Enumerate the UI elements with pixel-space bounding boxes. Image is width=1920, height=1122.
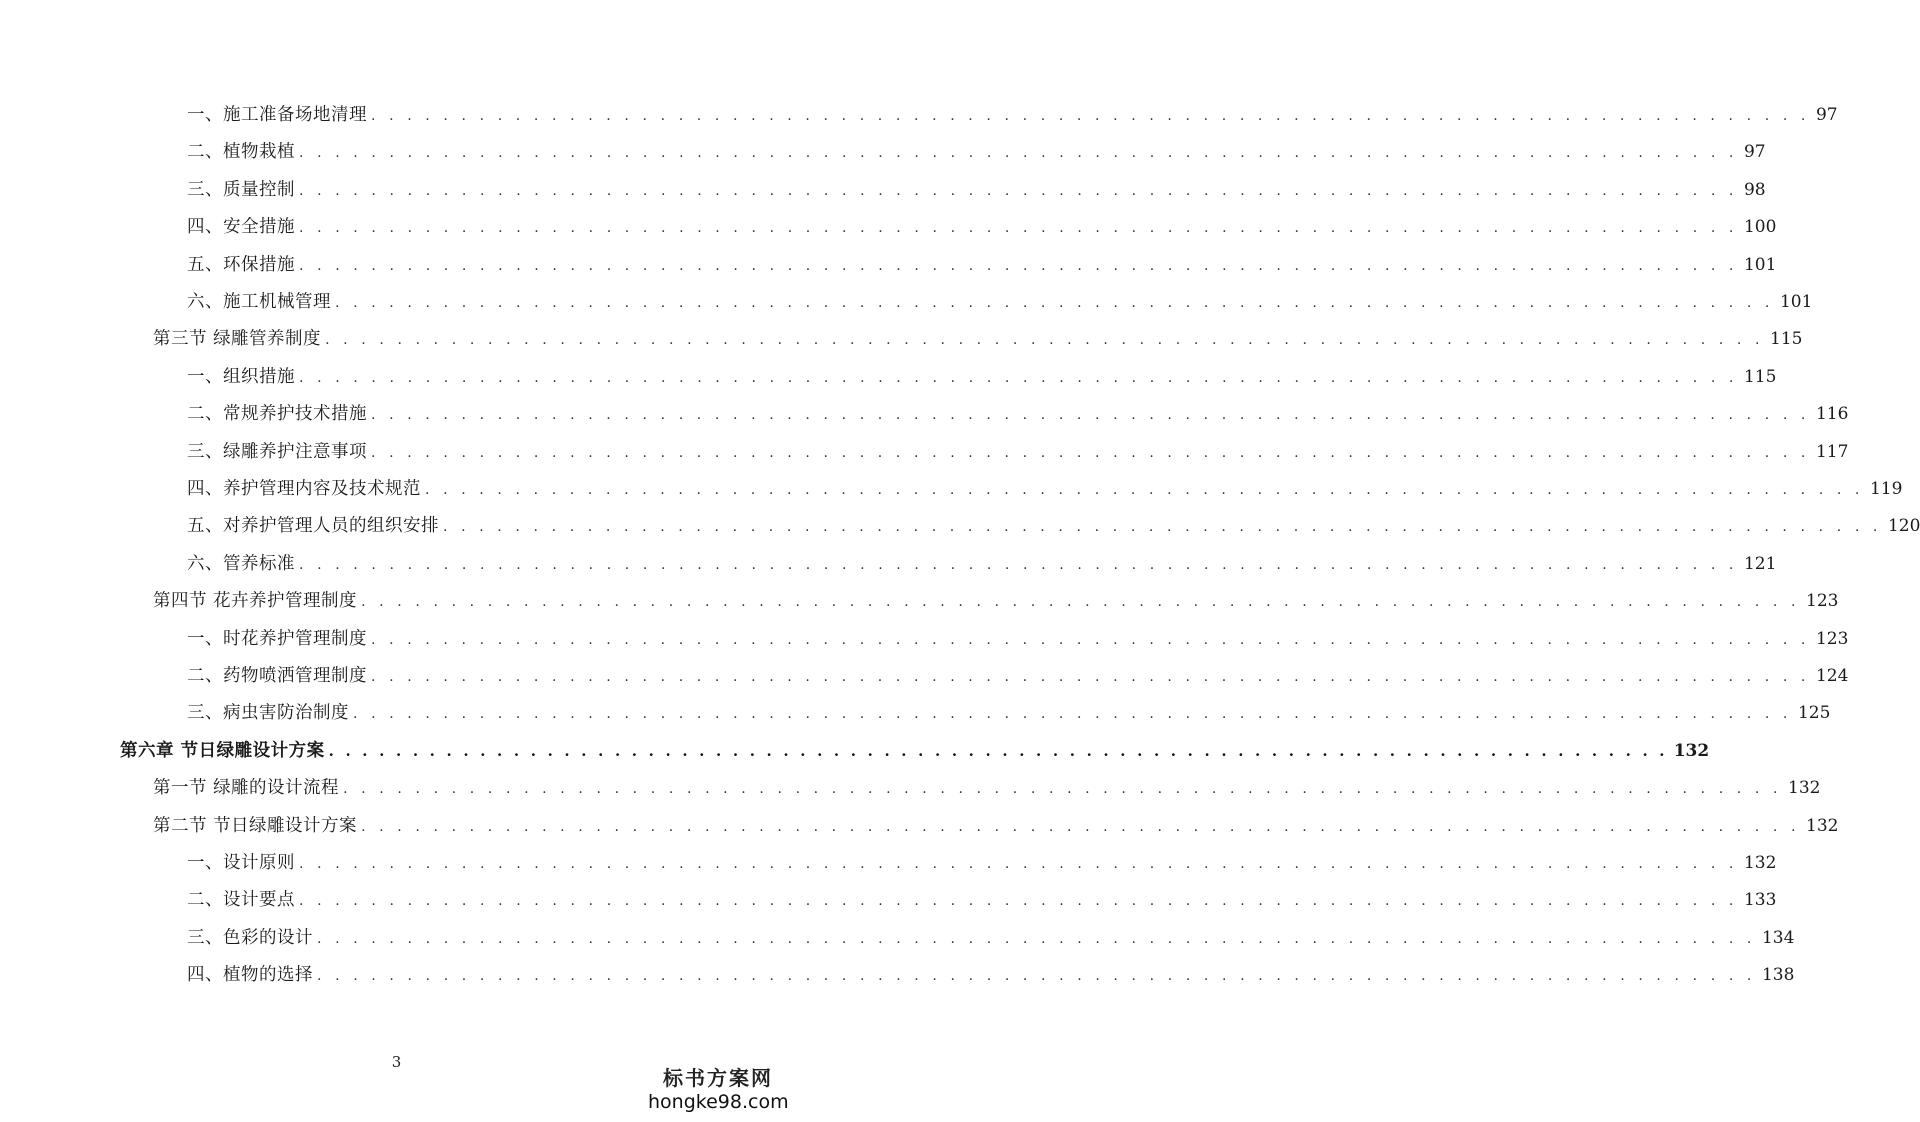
toc-entry-title: 五、对养护管理人员的组织安排 [187,516,439,537]
toc-dot-leader: . . . . . . . . . . . . . . . . . . . . . . . . . . . . . . . . . . . . . . . . . . . . . . . . . . . . . . . . . . . . . . . . . . . . . . . . . . . . . . . . [299,856,1738,872]
toc-dot-leader: . . . . . . . . . . . . . . . . . . . . . . . . . . . . . . . . . . . . . . . . . . . . . . . . . . . . . . . . . . . . . . . . . . . . . . . . . . . . . . . . [299,369,1738,386]
toc-entry [187,511,1920,541]
toc-entry-title: 第二节 节日绿雕设计方案 [153,815,358,836]
toc-entry-title: 一、组织措施 [187,366,295,387]
toc-entry-title: 第一节 绿雕的设计流程 [153,778,340,799]
toc-entry-page: 125 [1797,703,1831,724]
toc-entry-page: 98 [1743,179,1766,200]
toc-entry-page: 138 [1761,965,1795,986]
toc-entry-title: 四、养护管理内容及技术规范 [187,479,421,499]
toc-entry-title: 五、环保措施 [187,254,295,275]
toc-dot-leader: . . . . . . . . . . . . . . . . . . . . . . . . . . . . . . . . . . . . . . . . . . . . . . . . . . . . . . . . . . . . . . . . . . . . . . . . . . . . . . . . [425,482,1864,498]
toc-entry-title: 二、药物喷洒管理制度 [187,666,367,686]
toc-entry-title: 一、施工准备场地清理 [187,105,367,125]
toc-entry-title: 二、常规养护技术措施 [187,404,367,425]
toc-entry-title: 三、质量控制 [187,179,295,200]
toc-entry-title: 二、植物栽植 [187,142,295,163]
toc-dot-leader: . . . . . . . . . . . . . . . . . . . . . . . . . . . . . . . . . . . . . . . . . . . . . . . . . . . . . . . . . . . . . . . . . . . . . . . . . . . . . . . . [371,631,1810,648]
toc-entry [153,773,1821,803]
toc-entry-page: 115 [1770,329,1803,350]
toc-entry [187,885,1777,915]
toc-entry-page: 119 [1869,479,1903,499]
toc-entry-title: 六、管养标准 [187,553,295,574]
toc-entry [187,437,1849,467]
toc-entry-title: 第三节 绿雕管养制度 [153,329,322,350]
toc-entry [187,250,1777,280]
toc-entry-page: 120 [1887,516,1920,537]
toc-dot-leader: . . . . . . . . . . . . . . . . . . . . . . . . . . . . . . . . . . . . . . . . . . . . . . . . . . . . . . . . . . . . . . . . . . . . . . . . . . . . . . . . [328,741,1668,760]
toc-entry-page: 101 [1743,254,1777,275]
toc-dot-leader: . . . . . . . . . . . . . . . . . . . . . . . . . . . . . . . . . . . . . . . . . . . . . . . . . . . . . . . . . . . . . . . . . . . . . . . . . . . . . . . . [371,407,1810,424]
toc-dot-leader: . . . . . . . . . . . . . . . . . . . . . . . . . . . . . . . . . . . . . . . . . . . . . . . . . . . . . . . . . . . . . . . . . . . . . . . . . . . . . . . . [443,519,1882,536]
toc-dot-leader: . . . . . . . . . . . . . . . . . . . . . . . . . . . . . . . . . . . . . . . . . . . . . . . . . . . . . . . . . . . . . . . . . . . . . . . . . . . . . . . . [371,108,1810,124]
toc-entry-page: 97 [1743,142,1766,163]
watermark-name: 标书方案网 [663,1066,773,1090]
toc-dot-leader: . . . . . . . . . . . . . . . . . . . . . . . . . . . . . . . . . . . . . . . . . . . . . . . . . . . . . . . . . . . . . . . . . . . . . . . . . . . . . . . . [299,893,1738,910]
toc-entry-title: 第六章 节日绿雕设计方案 [120,740,325,761]
watermark-url: hongke98.com [648,1091,789,1113]
toc-dot-leader: . . . . . . . . . . . . . . . . . . . . . . . . . . . . . . . . . . . . . . . . . . . . . . . . . . . . . . . . . . . . . . . . . . . . . . . . . . . . . . . . [325,332,1765,349]
toc-dot-leader: . . . . . . . . . . . . . . . . . . . . . . . . . . . . . . . . . . . . . . . . . . . . . . . . . . . . . . . . . . . . . . . . . . . . . . . . . . . . . . . . [353,706,1792,723]
toc-dot-leader: . . . . . . . . . . . . . . . . . . . . . . . . . . . . . . . . . . . . . . . . . . . . . . . . . . . . . . . . . . . . . . . . . . . . . . . . . . . . . . . . [299,182,1738,199]
toc-entry [187,960,1795,990]
toc-entry-title: 四、植物的选择 [187,965,313,986]
toc-entry-page: 123 [1806,591,1839,612]
toc-entry [187,137,1766,167]
toc-dot-leader: . . . . . . . . . . . . . . . . . . . . . . . . . . . . . . . . . . . . . . . . . . . . . . . . . . . . . . . . . . . . . . . . . . . . . . . . . . . . . . . . [299,145,1738,162]
toc-entry-page: 117 [1815,441,1849,462]
toc-dot-leader: . . . . . . . . . . . . . . . . . . . . . . . . . . . . . . . . . . . . . . . . . . . . . . . . . . . . . . . . . . . . . . . . . . . . . . . . . . . . . . . . [361,818,1801,835]
toc-entry-page: 101 [1779,292,1813,312]
toc-entry-page: 132 [1743,853,1777,873]
toc-dot-leader: . . . . . . . . . . . . . . . . . . . . . . . . . . . . . . . . . . . . . . . . . . . . . . . . . . . . . . . . . . . . . . . . . . . . . . . . . . . . . . . . [343,781,1783,798]
toc-entry [153,324,1803,354]
toc-entry-page: 132 [1806,815,1839,836]
toc-entry [187,848,1777,878]
toc-entry [187,362,1777,392]
toc-dot-leader: . . . . . . . . . . . . . . . . . . . . . . . . . . . . . . . . . . . . . . . . . . . . . . . . . . . . . . . . . . . . . . . . . . . . . . . . . . . . . . . . [299,556,1738,573]
toc-entry-page: 123 [1815,628,1849,649]
toc-dot-leader: . . . . . . . . . . . . . . . . . . . . . . . . . . . . . . . . . . . . . . . . . . . . . . . . . . . . . . . . . . . . . . . . . . . . . . . . . . . . . . . . [371,669,1810,685]
toc-entry [187,474,1903,504]
toc-entry [187,287,1813,317]
page-number: 3 [391,1053,402,1071]
toc-entry [187,399,1849,429]
toc-dot-leader: . . . . . . . . . . . . . . . . . . . . . . . . . . . . . . . . . . . . . . . . . . . . . . . . . . . . . . . . . . . . . . . . . . . . . . . . . . . . . . . . [335,295,1774,311]
toc-entry-page: 116 [1815,404,1849,425]
toc-entry [153,811,1839,841]
toc-entry-title: 一、时花养护管理制度 [187,628,367,649]
toc-entry-page: 134 [1761,927,1795,948]
toc-dot-leader: . . . . . . . . . . . . . . . . . . . . . . . . . . . . . . . . . . . . . . . . . . . . . . . . . . . . . . . . . . . . . . . . . . . . . . . . . . . . . . . . [299,220,1738,237]
toc-entry-page: 132 [1788,778,1821,799]
toc-entry [187,175,1766,205]
toc-entry-title: 第四节 花卉养护管理制度 [153,591,358,612]
toc-entry-page: 124 [1815,666,1849,686]
toc-entry [187,624,1849,654]
toc-entry [153,586,1839,616]
toc-entry [187,923,1795,953]
toc-entry-title: 一、设计原则 [187,853,295,873]
toc-entry [187,698,1831,728]
toc-entry-title: 四、安全措施 [187,217,295,238]
toc-entry-title: 三、色彩的设计 [187,927,313,948]
toc-entry-page: 133 [1743,890,1777,911]
toc-dot-leader: . . . . . . . . . . . . . . . . . . . . . . . . . . . . . . . . . . . . . . . . . . . . . . . . . . . . . . . . . . . . . . . . . . . . . . . . . . . . . . . . [371,444,1810,461]
toc-entry-title: 六、施工机械管理 [187,292,331,312]
toc-dot-leader: . . . . . . . . . . . . . . . . . . . . . . . . . . . . . . . . . . . . . . . . . . . . . . . . . . . . . . . . . . . . . . . . . . . . . . . . . . . . . . . . [299,257,1738,274]
toc-entry-title: 二、设计要点 [187,890,295,911]
toc-entry-page: 97 [1815,105,1838,125]
toc-entry [187,212,1777,242]
toc-dot-leader: . . . . . . . . . . . . . . . . . . . . . . . . . . . . . . . . . . . . . . . . . . . . . . . . . . . . . . . . . . . . . . . . . . . . . . . . . . . . . . . . [317,930,1756,947]
toc-entry [187,549,1777,579]
toc-entry-page: 100 [1743,217,1777,238]
toc-dot-leader: . . . . . . . . . . . . . . . . . . . . . . . . . . . . . . . . . . . . . . . . . . . . . . . . . . . . . . . . . . . . . . . . . . . . . . . . . . . . . . . . [317,968,1756,985]
toc-entry-page: 132 [1673,740,1710,761]
watermark-logo [648,1066,788,1114]
toc-entry [187,661,1849,691]
toc-entry-page: 121 [1743,553,1777,574]
toc-entry [120,736,1710,766]
toc-dot-leader: . . . . . . . . . . . . . . . . . . . . . . . . . . . . . . . . . . . . . . . . . . . . . . . . . . . . . . . . . . . . . . . . . . . . . . . . . . . . . . . . [361,594,1801,611]
toc-entry-page: 115 [1743,366,1777,387]
toc-entry [187,100,1838,130]
toc-entry-title: 三、病虫害防治制度 [187,703,349,724]
toc-entry-title: 三、绿雕养护注意事项 [187,441,367,462]
